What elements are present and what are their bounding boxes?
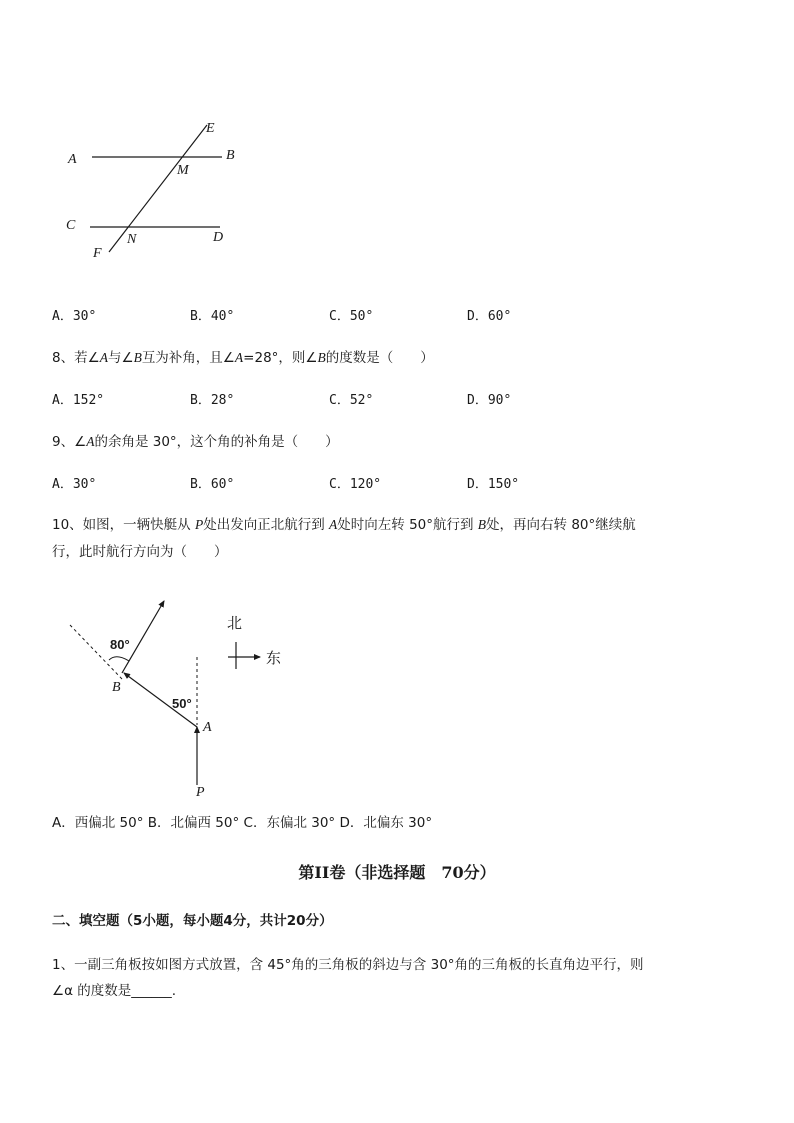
label-c: C [66,218,76,233]
parallel-lines-figure [60,115,260,265]
compass-east-label: 东 [266,649,282,667]
q7-option-b[interactable]: B．40° [190,309,235,324]
section-2-title: 第II卷（非选择题 70分） [298,863,496,882]
question-8 [52,346,434,366]
q8-prefix: 8、若∠ [52,350,100,366]
angle-label-80: 80° [110,637,130,652]
label-f: F [93,246,102,261]
q10-text-4: 处，再向右转 80°继续航 [486,517,636,533]
q9-var-a: A [86,434,95,449]
label-e: E [206,121,215,136]
q8-suffix: 的度数是（ ） [325,350,434,366]
q10-var-b: B [477,517,487,532]
question-10-line2: 行，此时航行方向为（ ） [52,544,228,560]
compass-north-label: 北 [227,614,243,632]
q10-text-2: 处出发向正北航行到 [203,517,330,533]
q9-option-a[interactable]: A．30° [52,477,97,492]
label-a: A [68,152,77,167]
q10-text-3: 处时向左转 50°航行到 [337,517,478,533]
point-label-p: P [196,785,205,800]
q8-mid2: 互为补角，且∠ [141,350,235,366]
q8-option-b[interactable]: B．28° [190,393,235,408]
q7-option-c[interactable]: C．50° [329,309,374,324]
q10-var-p: P [194,517,204,532]
q10-options[interactable]: A．西偏北 50° B．北偏西 50° C．东偏北 30° D．北偏东 30° [52,815,433,831]
q8-option-a[interactable]: A．152° [52,393,105,408]
question-9 [52,430,339,450]
q10-text-1: 10、如图，一辆快艇从 [52,517,195,533]
q8-var-b: B [133,350,142,365]
angle-label-50: 50° [172,696,192,711]
label-m: M [177,163,189,178]
q9-option-c[interactable]: C．120° [329,477,382,492]
q7-option-a[interactable]: A．30° [52,309,97,324]
angle-arc-80 [109,657,129,661]
point-label-b: B [112,680,121,695]
q8-var-b2: B [317,350,326,365]
q8-mid1: 与∠ [107,350,134,366]
q8-option-c[interactable]: C．52° [329,393,374,408]
fill-question-1-line2: ∠α 的度数是______. [52,983,177,999]
q8-option-d[interactable]: D．90° [467,393,512,408]
q10-var-a: A [329,517,338,532]
q8-var-a: A [99,350,108,365]
q9-option-d[interactable]: D．150° [467,477,520,492]
q8-mid3: =28°，则∠ [243,350,318,366]
boat-route-figure [60,595,300,805]
q7-option-d[interactable]: D．60° [467,309,512,324]
fill-question-1-line1: 1、一副三角板按如图方式放置，含 45°角的三角板的斜边与含 30°角的三角板的长直角边平行，则 [52,957,644,973]
transversal-ef [109,125,207,252]
point-label-a: A [203,720,212,735]
label-b: B [226,148,235,163]
q9-suffix: 的余角是 30°，这个角的补角是（ ） [94,434,339,450]
section-2-heading: 二、填空题（5小题，每小题4分，共计20分） [52,913,333,929]
q9-prefix: 9、∠ [52,434,87,450]
label-n: N [127,232,137,247]
question-10-line1 [52,513,636,533]
label-d: D [213,230,224,245]
q8-var-a2: A [234,350,244,365]
q9-option-b[interactable]: B．60° [190,477,235,492]
extension-dashed-line-b [70,625,122,679]
